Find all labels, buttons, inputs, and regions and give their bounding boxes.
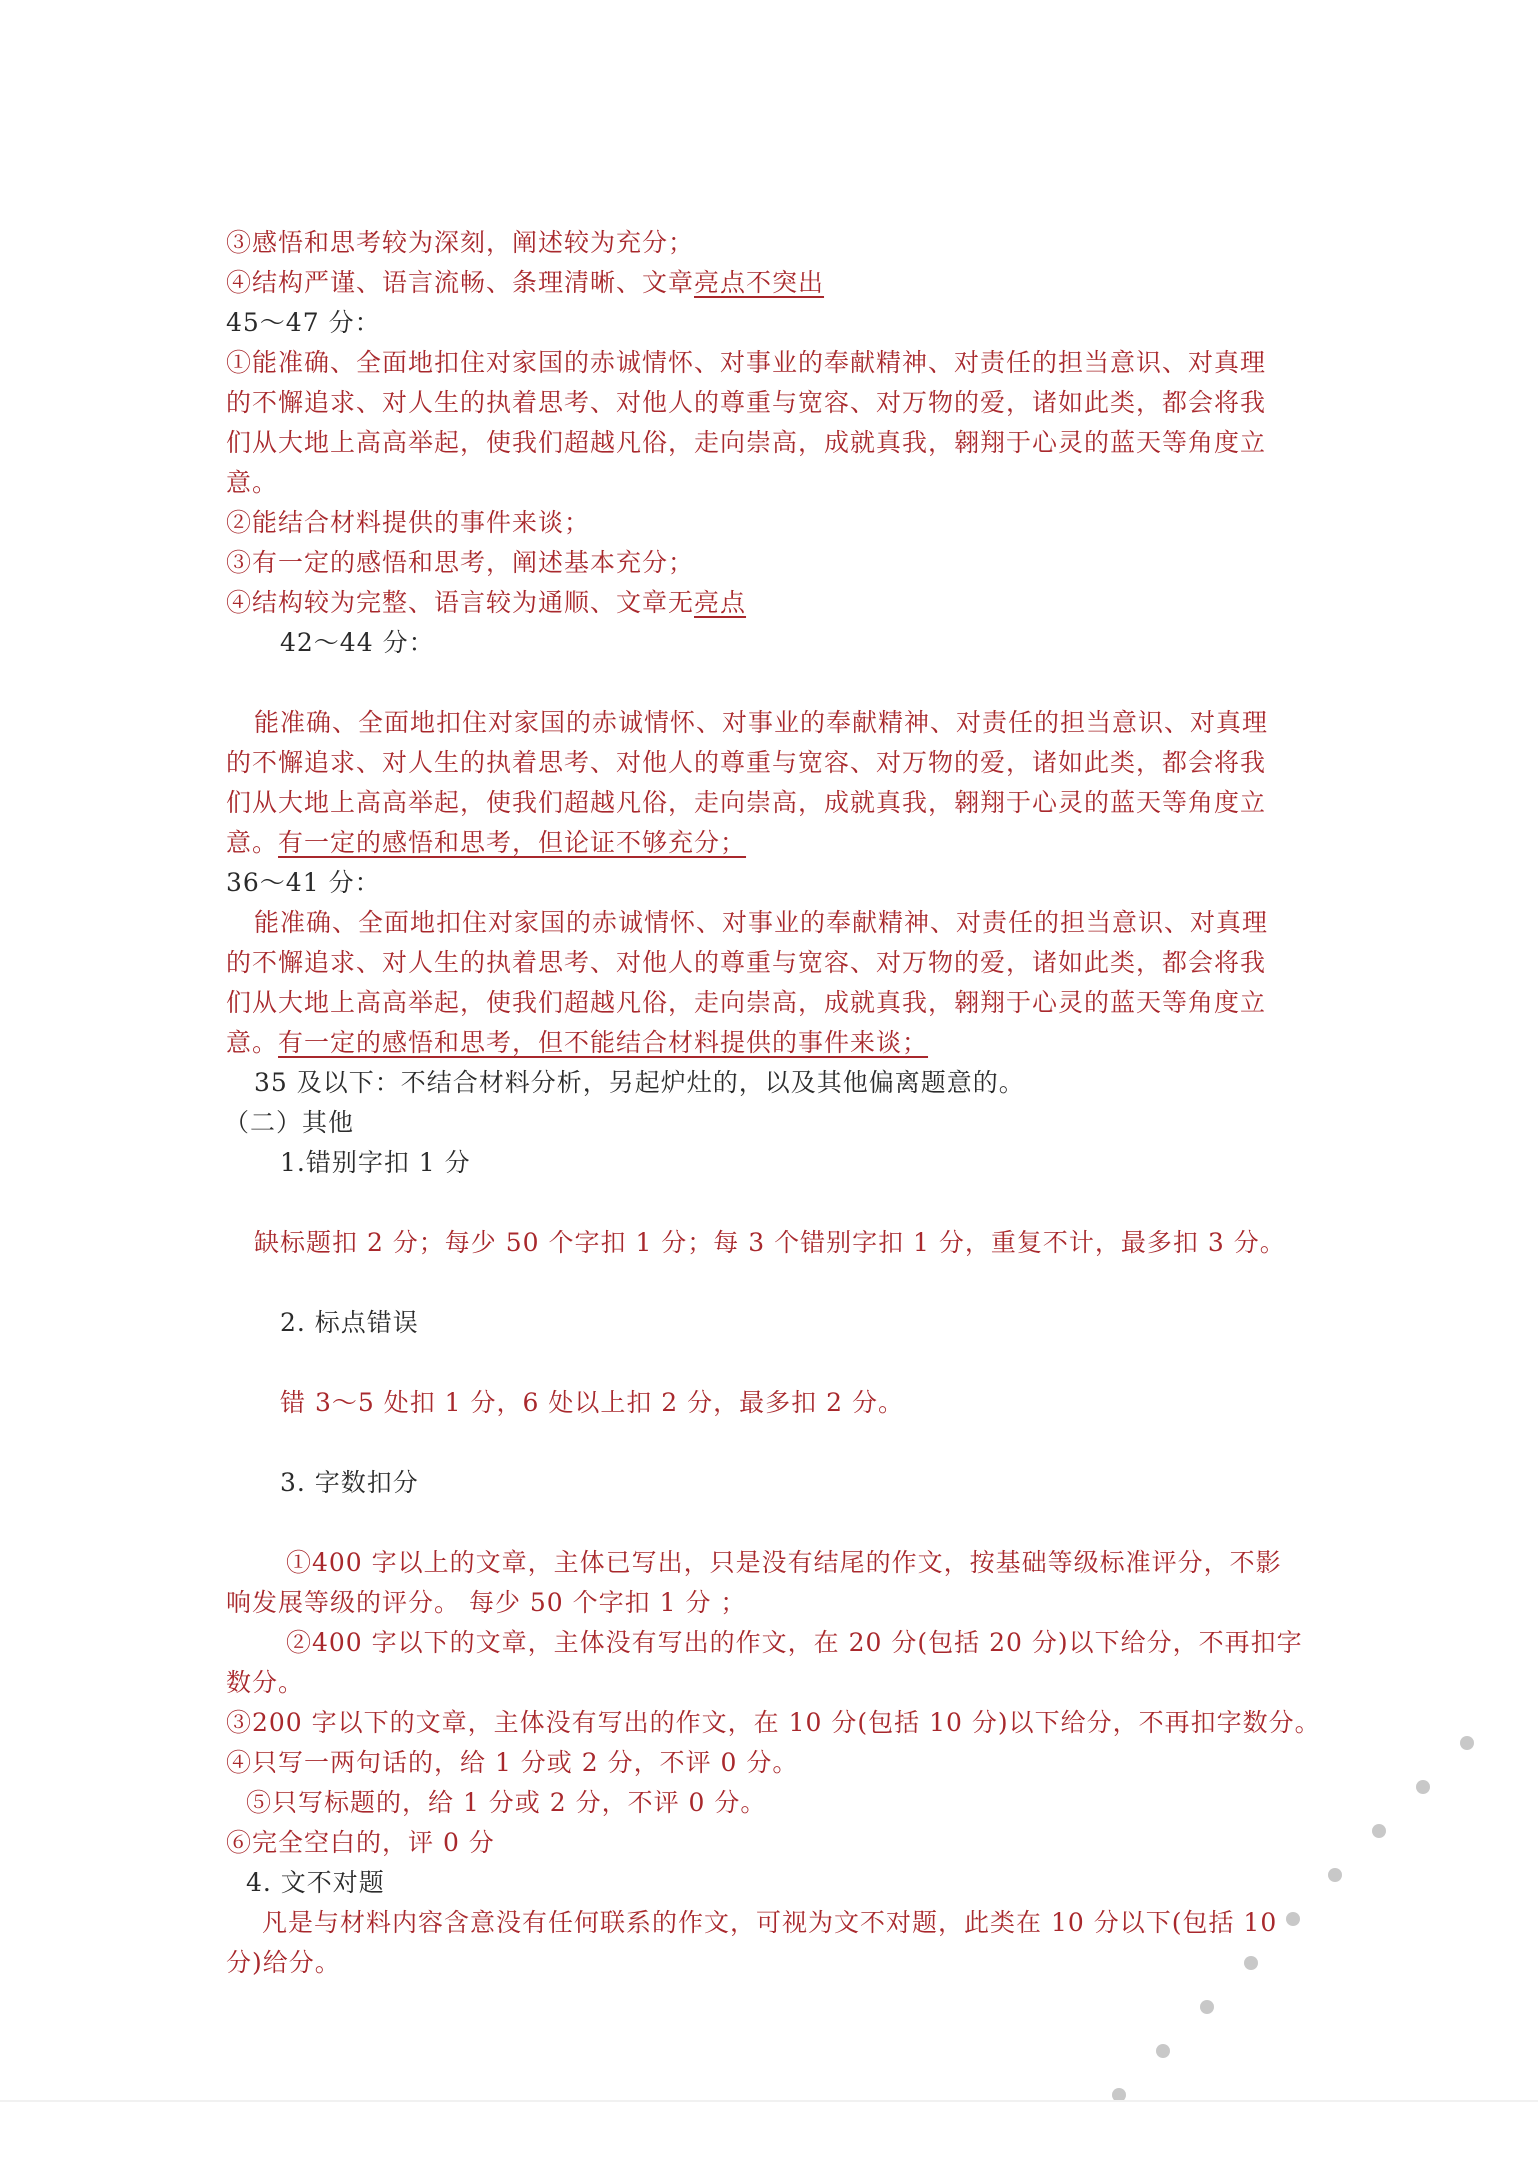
criteria-line: 的不懈追求、对人生的执着思考、对他人的尊重与宽容、对万物的爱，诸如此类，都会将我: [226, 388, 1267, 417]
criteria-line: 的不懈追求、对人生的执着思考、对他人的尊重与宽容、对万物的爱，诸如此类，都会将我: [226, 948, 1267, 977]
rule-line: ①400 字以上的文章，主体已写出，只是没有结尾的作文，按基础等级标准评分，不影: [286, 1548, 1282, 1577]
criteria-line: 能准确、全面地扣住对家国的赤诚情怀、对事业的奉献精神、对责任的担当意识、对真理: [254, 908, 1269, 937]
criteria-line: ②能结合材料提供的事件来谈；: [226, 508, 591, 537]
decorative-dot: [1156, 2044, 1170, 2058]
underlined-text: 有一定的感悟和思考，但论证不够充分；: [278, 828, 747, 857]
rule-line: 分)给分。: [226, 1948, 341, 1977]
decorative-dot: [1286, 1912, 1300, 1926]
decorative-dot: [1328, 1868, 1342, 1882]
criteria-line: 们从大地上高高举起，使我们超越凡俗，走向崇高，成就真我，翱翔于心灵的蓝天等角度立: [226, 988, 1267, 1017]
rule-line: ②400 字以下的文章，主体没有写出的作文，在 20 分(包括 20 分)以下给分，不再扣字: [286, 1628, 1303, 1657]
criteria-line: ④结构较为完整、语言较为通顺、文章无亮点: [226, 588, 747, 617]
subsection-heading: 3. 字数扣分: [280, 1468, 419, 1497]
subsection-heading: 2. 标点错误: [280, 1308, 419, 1337]
score-band-heading: 45～47 分：: [226, 308, 381, 337]
subsection-heading: 4. 文不对题: [246, 1868, 385, 1897]
criteria-line: ③有一定的感悟和思考，阐述基本充分；: [226, 548, 695, 577]
rule-line: 缺标题扣 2 分；每少 50 个字扣 1 分；每 3 个错别字扣 1 分，重复不计，最多扣 3 分。: [254, 1228, 1286, 1257]
rule-line: 错 3～5 处扣 1 分，6 处以上扣 2 分，最多扣 2 分。: [280, 1388, 904, 1417]
score-band-heading: 42～44 分：: [280, 628, 435, 657]
decorative-dot: [1244, 1956, 1258, 1970]
criteria-line: 意。有一定的感悟和思考，但不能结合材料提供的事件来谈；: [226, 1028, 929, 1057]
rule-line: 响发展等级的评分。 每少 50 个字扣 1 分 ；: [226, 1588, 747, 1617]
criteria-line: 意。有一定的感悟和思考，但论证不够充分；: [226, 828, 747, 857]
score-band-line: 35 及以下：不结合材料分析，另起炉灶的，以及其他偏离题意的。: [254, 1068, 1025, 1097]
decorative-dot: [1372, 1824, 1386, 1838]
underlined-text: 有一定的感悟和思考，但不能结合材料提供的事件来谈；: [278, 1028, 929, 1057]
criteria-line: ④结构严谨、语言流畅、条理清晰、文章亮点不突出: [226, 268, 825, 297]
rule-line: ⑤只写标题的，给 1 分或 2 分，不评 0 分。: [246, 1788, 767, 1817]
criteria-line: 的不懈追求、对人生的执着思考、对他人的尊重与宽容、对万物的爱，诸如此类，都会将我: [226, 748, 1267, 777]
criteria-line: 能准确、全面地扣住对家国的赤诚情怀、对事业的奉献精神、对责任的担当意识、对真理: [254, 708, 1269, 737]
rule-line: ⑥完全空白的，评 0 分: [226, 1828, 495, 1857]
criteria-line: ③感悟和思考较为深刻，阐述较为充分；: [226, 228, 695, 257]
page-bottom-edge: [0, 2100, 1538, 2102]
underlined-text: 亮点不突出: [694, 268, 825, 297]
criteria-line: ①能准确、全面地扣住对家国的赤诚情怀、对事业的奉献精神、对责任的担当意识、对真理: [226, 348, 1267, 377]
rule-line: ③200 字以下的文章，主体没有写出的作文，在 10 分(包括 10 分)以下给分，不再扣字数分。: [226, 1708, 1321, 1737]
score-band-heading: 36～41 分：: [226, 868, 381, 897]
criteria-line: 们从大地上高高举起，使我们超越凡俗，走向崇高，成就真我，翱翔于心灵的蓝天等角度立: [226, 428, 1267, 457]
rule-line: 数分。: [226, 1668, 305, 1697]
criteria-line: 们从大地上高高举起，使我们超越凡俗，走向崇高，成就真我，翱翔于心灵的蓝天等角度立: [226, 788, 1267, 817]
decorative-dot: [1416, 1780, 1430, 1794]
section-heading: （二）其他: [224, 1108, 355, 1137]
decorative-dot: [1460, 1736, 1474, 1750]
decorative-dot: [1200, 2000, 1214, 2014]
rule-line: 凡是与材料内容含意没有任何联系的作文，可视为文不对题，此类在 10 分以下(包括 10: [262, 1908, 1278, 1937]
underlined-text: 亮点: [694, 588, 747, 617]
rule-line: ④只写一两句话的，给 1 分或 2 分，不评 0 分。: [226, 1748, 799, 1777]
subsection-heading: 1.错别字扣 1 分: [280, 1148, 471, 1177]
criteria-line: 意。: [226, 468, 279, 497]
